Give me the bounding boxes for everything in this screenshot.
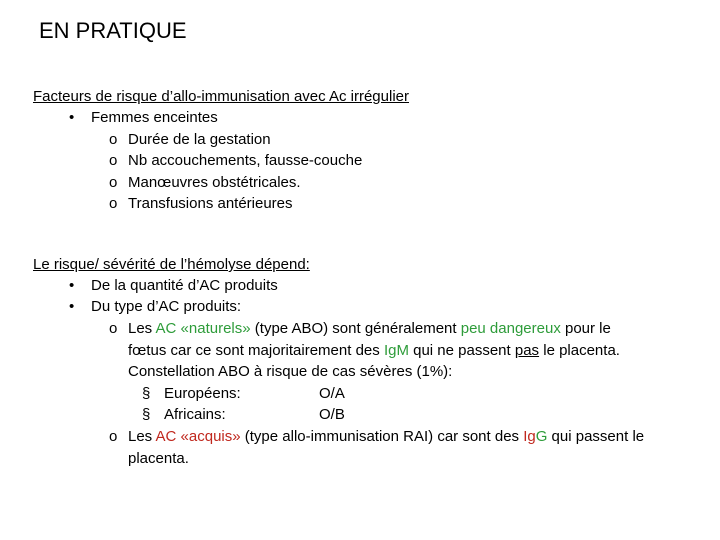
text: pour le: [560, 320, 611, 337]
circle-bullet-icon: o: [109, 174, 118, 191]
pas-term: pas: [514, 342, 540, 359]
ac-term: AC: [155, 428, 177, 445]
list-item: Femmes enceintes: [91, 109, 218, 126]
row-value: O/B: [319, 406, 345, 423]
list-item: De la quantité d’AC produits: [91, 277, 278, 294]
section1-heading: Facteurs de risque d’allo-immunisation avec Ac irrégulier: [33, 88, 409, 105]
list-item: Transfusions antérieures: [128, 195, 293, 212]
igm-term: IgM: [383, 342, 409, 359]
acquis-paragraph-line1: [128, 426, 644, 448]
page-title: EN PRATIQUE: [39, 18, 187, 43]
square-bullet-icon: §: [142, 385, 151, 402]
acquis-term: «acquis»: [180, 428, 241, 445]
section2-heading: Le risque/ sévérité de l’hémolyse dépend:: [33, 256, 310, 273]
bullet-icon: •: [69, 277, 75, 294]
text: Les: [128, 320, 156, 337]
acquis-paragraph-line2: placenta.: [128, 450, 189, 467]
text: (type ABO) sont généralement: [250, 320, 461, 337]
ig-term: Ig: [523, 428, 536, 445]
list-item: Manœuvres obstétricales.: [128, 174, 301, 191]
text: qui ne passent: [408, 342, 515, 359]
text: Les: [128, 428, 156, 445]
bullet-icon: •: [69, 109, 75, 126]
row-value: O/A: [319, 385, 345, 402]
row-label: Européens:: [164, 385, 241, 402]
bullet-icon: •: [69, 298, 75, 315]
text: le placenta.: [539, 342, 620, 359]
naturels-paragraph-line3: Constellation ABO à risque de cas sévères (1%):: [128, 363, 453, 380]
list-item: Nb accouchements, fausse-couche: [128, 152, 363, 169]
list-item: Durée de la gestation: [128, 131, 271, 148]
circle-bullet-icon: o: [109, 131, 118, 148]
list-item: Du type d’AC produits:: [91, 298, 242, 315]
text: fœtus car ce sont majoritairement des: [128, 342, 384, 359]
text: qui passent le: [547, 428, 645, 445]
naturels-term: «naturels»: [180, 320, 251, 337]
naturels-paragraph-line1: [128, 318, 611, 340]
circle-bullet-icon: o: [109, 428, 118, 445]
circle-bullet-icon: o: [109, 152, 118, 169]
ac-term: AC: [155, 320, 177, 337]
circle-bullet-icon: o: [109, 195, 118, 212]
square-bullet-icon: §: [142, 406, 151, 423]
naturels-paragraph-line2: [128, 340, 620, 362]
circle-bullet-icon: o: [109, 320, 118, 337]
peu-dangereux-term: peu dangereux: [460, 320, 561, 337]
text: (type allo-immunisation RAI) car sont des: [240, 428, 524, 445]
row-label: Africains:: [164, 406, 226, 423]
g-term: G: [535, 428, 548, 445]
